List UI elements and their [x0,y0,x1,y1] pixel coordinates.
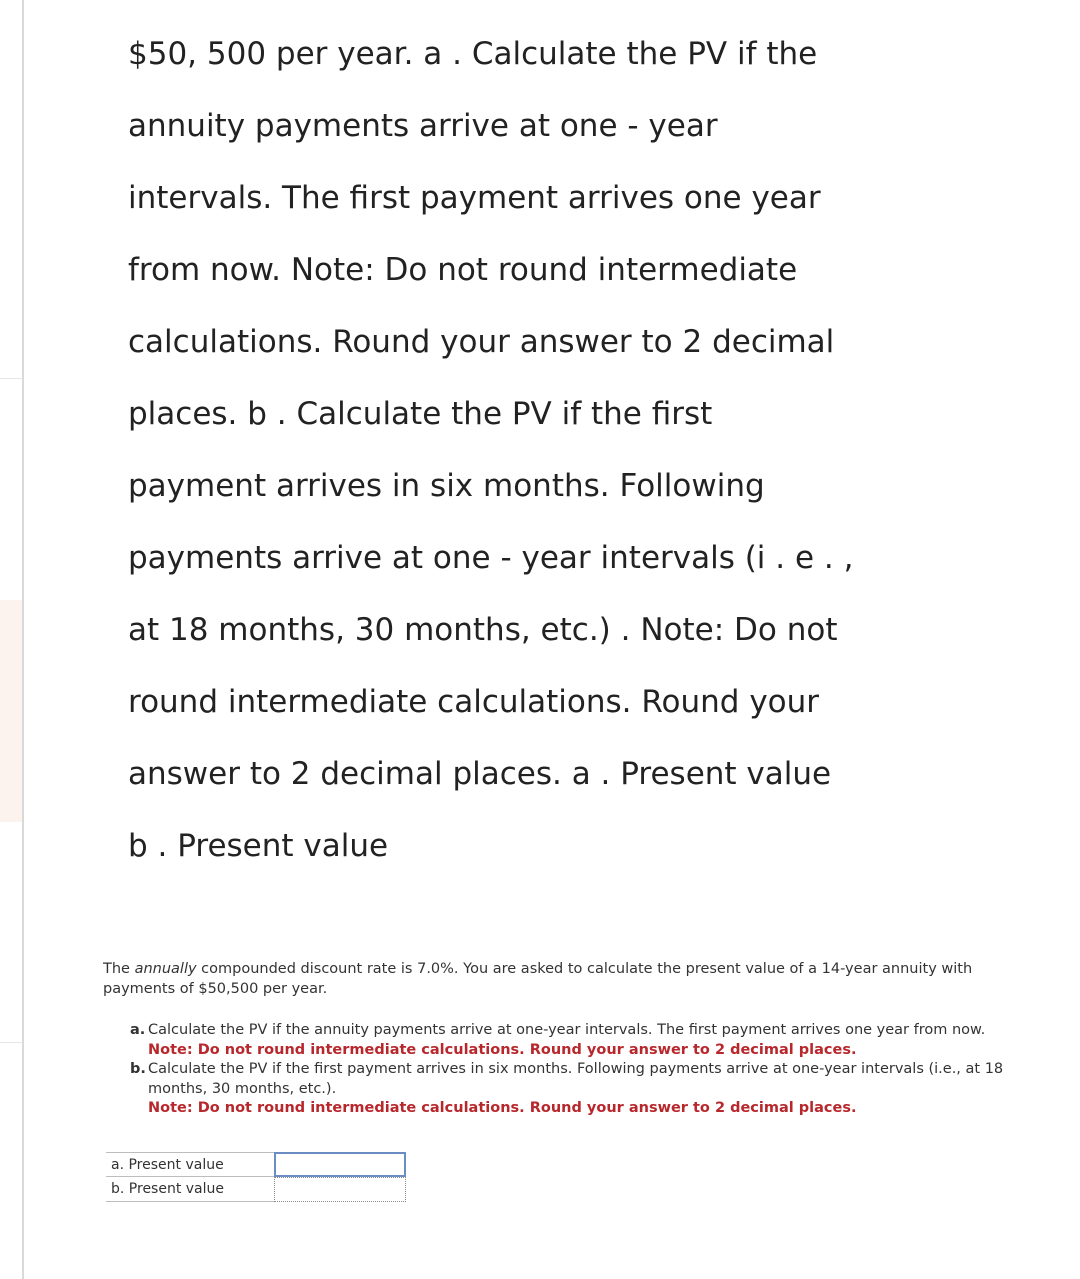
present-value-b-input[interactable] [274,1177,406,1202]
part-b [130,1060,1045,1119]
left-margin-highlight [0,600,22,822]
question-line: payments arrive at one - year intervals (i . e . , [128,540,854,576]
question-line: annuity payments arrive at one - year [128,108,718,144]
question-line: payment arrives in six months. Following [128,468,765,504]
question-line: places. b . Calculate the PV if the first [128,396,713,432]
answer-label-text: Present value [128,1181,225,1197]
part-label: a. [130,1022,146,1038]
question-line: round intermediate calculations. Round your [128,684,820,720]
problem-parts [130,1021,1045,1119]
left-margin-rule [22,0,24,1279]
answer-table [106,1152,406,1202]
part-a [130,1021,1045,1060]
question-line: calculations. Round your answer to 2 decimal [128,324,835,360]
question-line: intervals. The first payment arrives one year [128,180,821,216]
answer-label [106,1152,274,1177]
problem-intro-emphasis: annually [134,961,197,977]
answer-row-a [106,1152,406,1177]
problem-statement [103,960,1043,999]
part-note: Note: Do not round intermediate calculations. Round your answer to 2 decimal places. [148,1041,857,1058]
answer-label-text: Present value [128,1157,224,1173]
question-line: b . Present value [128,828,389,864]
problem-intro-prefix: The [103,961,135,977]
answer-label-key: a. [111,1157,125,1173]
part-text: Calculate the PV if the first payment arrives in six months. Following payments arrive at one-year intervals (i.e., at 18 months, 30 months, etc.). [148,1061,1004,1097]
part-note: Note: Do not round intermediate calculations. Round your answer to 2 decimal places. [148,1100,857,1116]
answer-label [106,1177,274,1202]
part-label: b. [130,1061,146,1077]
question-line: at 18 months, 30 months, etc.) . Note: Do not [128,612,838,648]
part-text: Calculate the PV if the annuity payments arrive at one-year intervals. The first payment arrives one year from now. [148,1022,986,1038]
question-line: answer to 2 decimal places. a . Present value [128,756,832,792]
answer-row-b [106,1177,406,1202]
question-line: from now. Note: Do not round intermediate [128,252,798,288]
present-value-a-input[interactable] [274,1152,406,1177]
left-margin-tick [0,378,22,379]
question-text-block [128,18,888,882]
left-margin-tick [0,1042,22,1043]
problem-intro-rest: compounded discount rate is 7.0%. You are asked to calculate the present value of a 14-year annuity with payments of $50,500 per year. [103,961,973,997]
question-line: $50, 500 per year. a . Calculate the PV if the [128,36,818,72]
answer-label-key: b. [111,1181,125,1197]
